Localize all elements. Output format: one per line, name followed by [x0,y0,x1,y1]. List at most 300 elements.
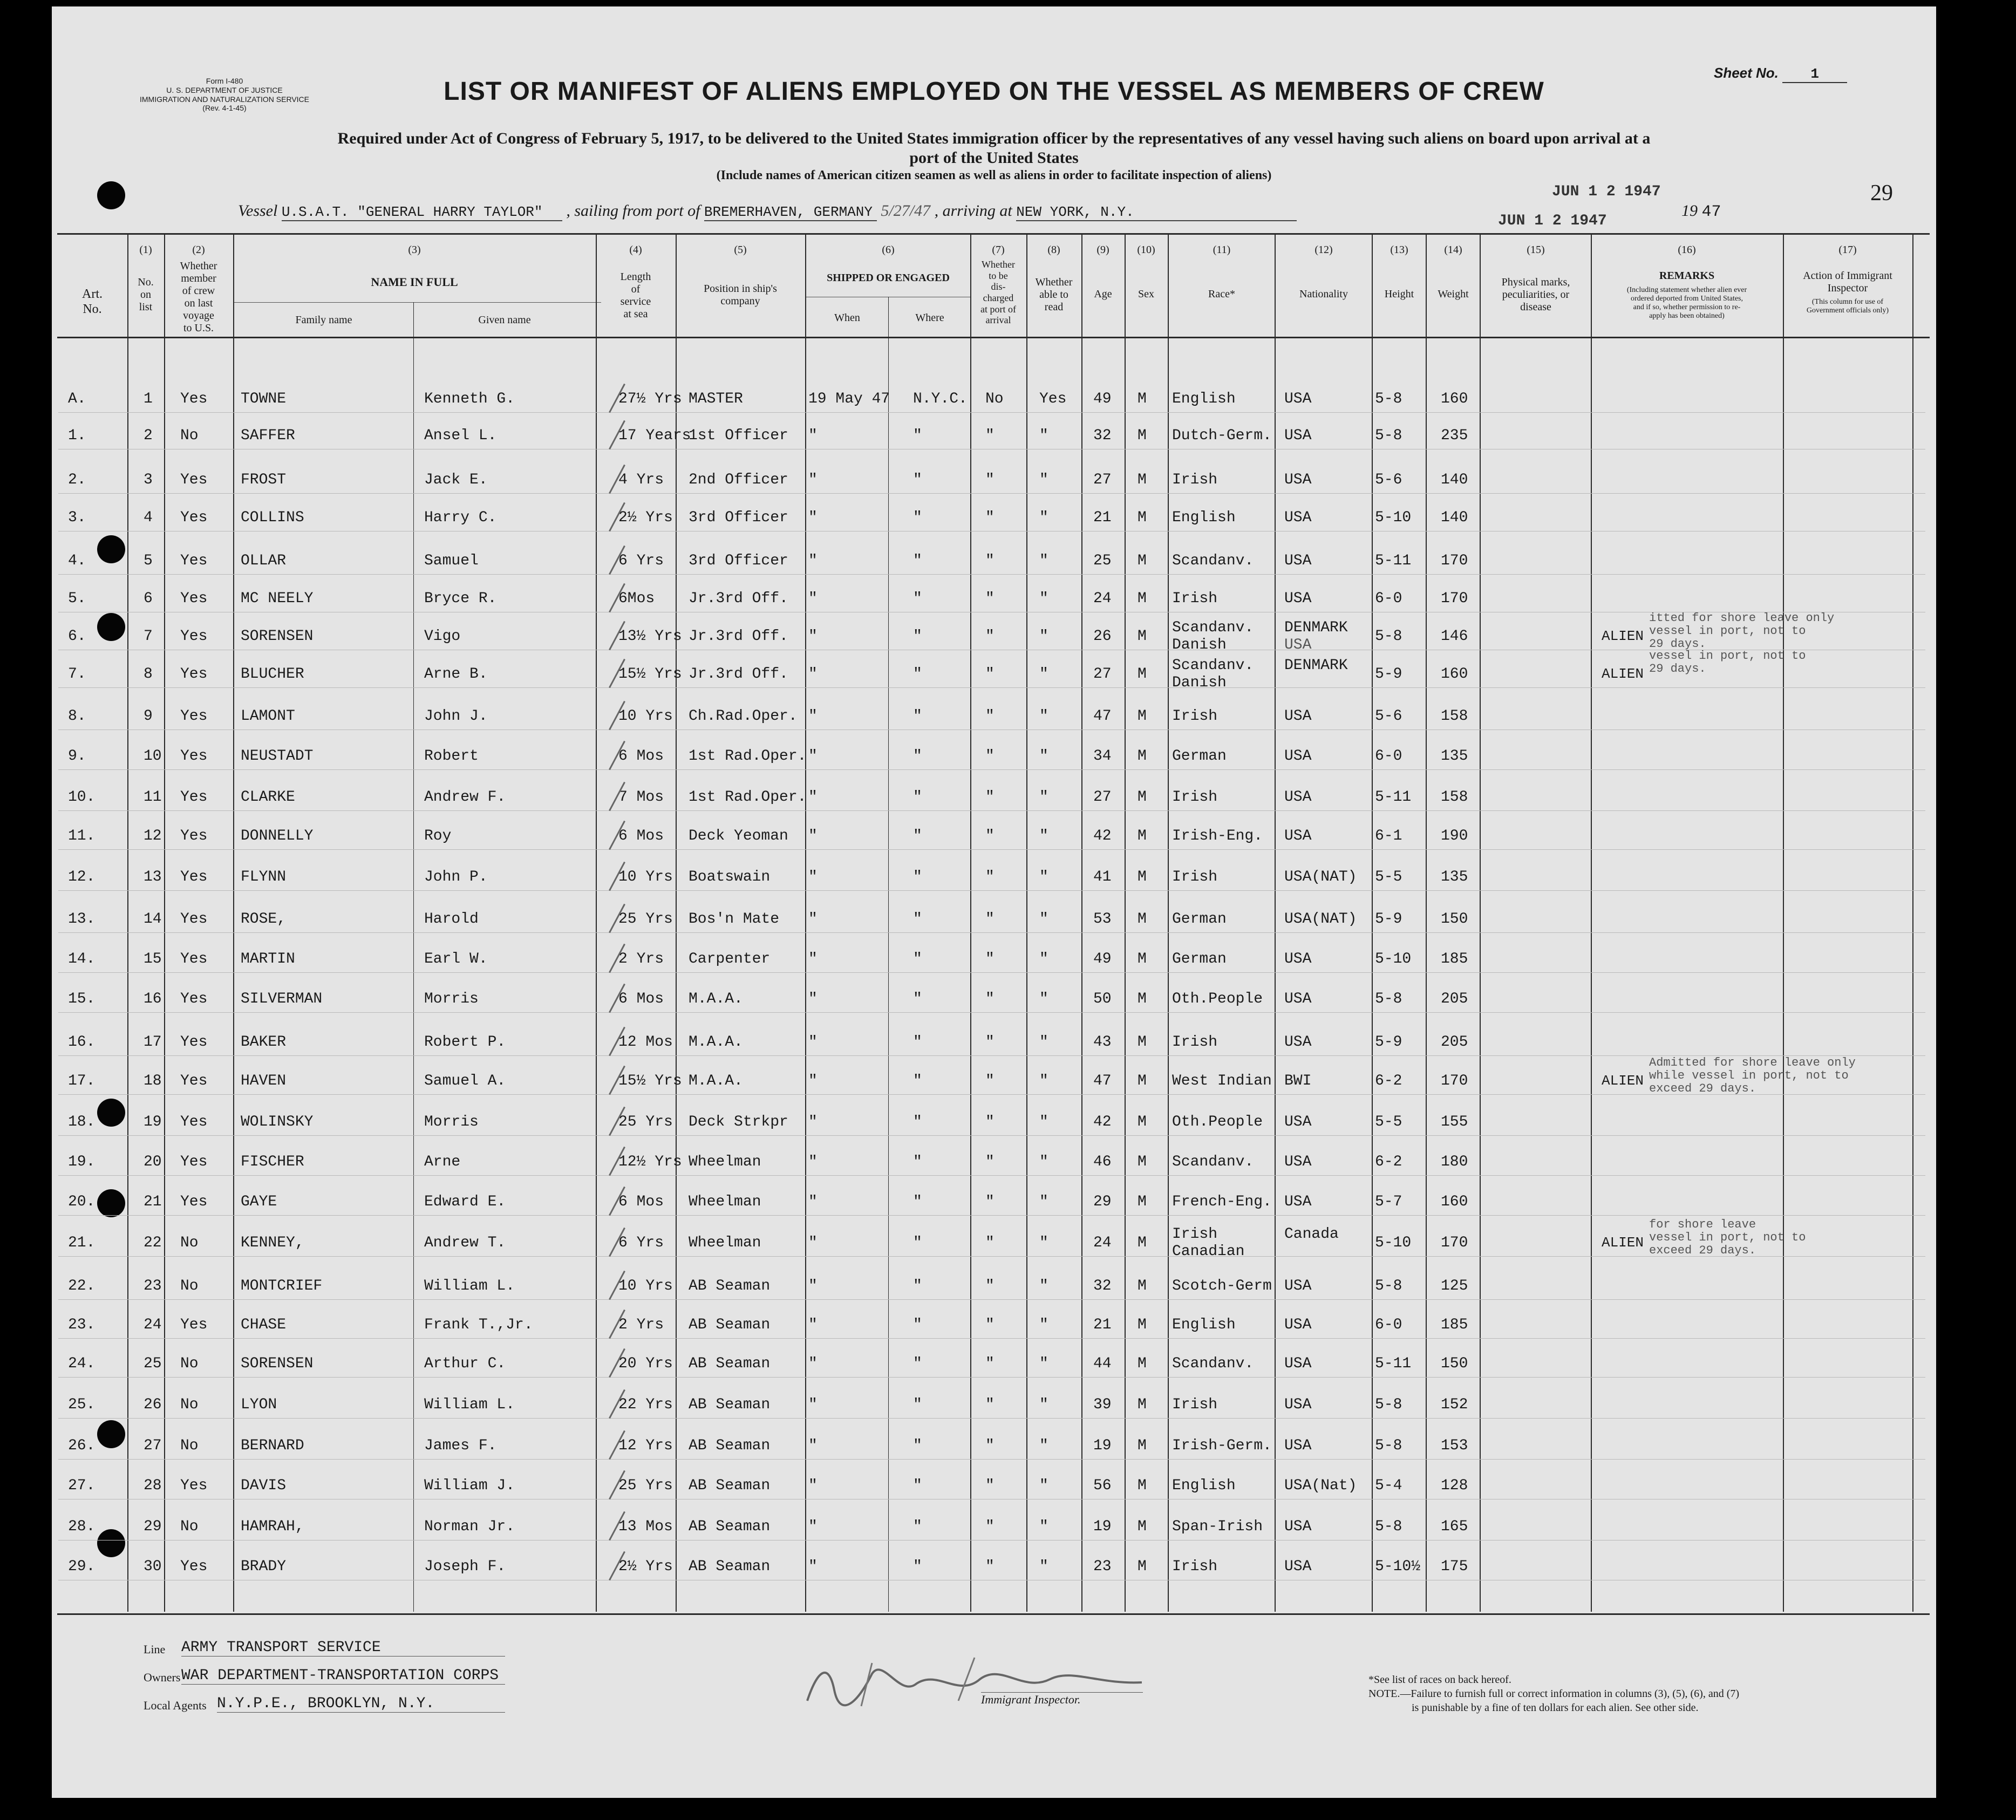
cell-read: " [1039,1477,1048,1494]
row-rule [58,1459,1925,1460]
cell-given: Harold [424,911,479,928]
cell-weight: 190 [1441,828,1468,844]
col-header-14: Weight [1438,288,1469,300]
cell-weight: 160 [1441,1194,1468,1210]
cell-family: FROST [241,472,287,488]
cell-where: " [913,553,922,569]
remark-stamp: Admitted for shore leave only while vessel in port, not to exceed 29 days. [1649,1056,1856,1096]
col-header-6: SHIPPED OR ENGAGED [827,272,950,284]
col-header-3: NAME IN FULL [371,275,458,289]
cell-race: Span-Irish [1172,1518,1263,1535]
cell-height: 5-4 [1375,1477,1402,1494]
cell-no: 9 [144,708,153,725]
cell-no: 18 [144,1073,162,1089]
cell-position: Ch.Rad.Oper. [689,708,798,725]
cell-last: Yes [180,991,208,1007]
cell-weight: 158 [1441,708,1468,725]
cell-weight: 170 [1441,1235,1468,1251]
penalty-note-1: NOTE.—Failure to furnish full or correct information in columns (3), (5), (6), and (7) [1368,1688,1740,1700]
cell-position: 1st Rad.Oper. [689,789,807,806]
cell-nat: USA(NAT) [1284,911,1357,928]
cell-race: Irish [1172,590,1218,607]
cell-age: 26 [1093,628,1112,645]
cell-last: Yes [180,951,208,967]
col-divider [596,233,597,1612]
cell-read: " [1039,951,1048,967]
cell-age: 53 [1093,911,1112,928]
cell-no: 4 [144,509,153,526]
cell-nat: Canada [1284,1226,1339,1243]
cell-family: DAVIS [241,1477,287,1494]
cell-read: " [1039,748,1048,765]
cell-family: KENNEY, [241,1235,304,1251]
cell-sex: M [1138,1114,1147,1130]
cell-position: M.A.A. [689,991,743,1007]
cell-disch: " [985,1558,995,1575]
cell-read: " [1039,1114,1048,1130]
cell-disch: " [985,951,995,967]
cell-position: 3rd Officer [689,509,788,526]
cell-disch: " [985,590,995,607]
col-header-8: Whether able to read [1035,276,1073,313]
cell-disch: " [985,789,995,806]
cell-race: English [1172,391,1236,407]
cell-age: 24 [1093,590,1112,607]
form-rev: (Rev. 4-1-45) [202,104,247,113]
cell-height: 5-10 [1375,951,1412,967]
cell-family: MONTCRIEF [241,1278,323,1294]
cell-given: Arthur C. [424,1355,506,1372]
cell-position: Carpenter [689,951,771,967]
cell-read: " [1039,427,1048,444]
cell-disch: " [985,427,995,444]
col-header-6b: Where [915,312,944,324]
cell-race: English [1172,509,1236,526]
cell-disch: " [985,1355,995,1372]
cell-sex: M [1138,590,1147,607]
cell-given: John P. [424,869,488,885]
cell-given: Vigo [424,628,461,645]
cell-art: 4. [68,553,86,569]
cell-sex: M [1138,1034,1147,1051]
cell-when: " [808,1235,818,1251]
cell-height: 5-9 [1375,666,1402,683]
cell-height: 5-10 [1375,509,1412,526]
cell-last: Yes [180,869,208,885]
cell-weight: 128 [1441,1477,1468,1494]
manifest-sheet [52,6,1936,1798]
remark-stamp: itted for shore leave only vessel in port, not to 29 days. [1649,611,1835,651]
cell-position: AB Seaman [689,1355,771,1372]
cell-where: " [913,427,922,444]
cell-read: " [1039,789,1048,806]
cell-where: " [913,1518,922,1535]
cell-age: 41 [1093,869,1112,885]
cell-no: 5 [144,553,153,569]
cell-height: 5-6 [1375,472,1402,488]
col-header-17: Action of Immigrant Inspector [1803,270,1892,294]
cell-race-line2: Danish [1172,674,1227,691]
cell-read: " [1039,828,1048,844]
cell-disch: No [985,391,1004,407]
cell-last: Yes [180,391,208,407]
cell-weight: 140 [1441,509,1468,526]
cell-family: SAFFER [241,427,295,444]
cell-given: Roy [424,828,452,844]
cell-position: 3rd Officer [689,553,788,569]
cell-last: Yes [180,1073,208,1089]
cell-height: 6-0 [1375,748,1402,765]
cell-height: 6-0 [1375,1317,1402,1333]
cell-when: " [808,951,818,967]
cell-race: German [1172,951,1227,967]
cell-last: Yes [180,1114,208,1130]
cell-nat: BWI [1284,1073,1312,1089]
cell-race: Irish-Germ. [1172,1437,1272,1454]
row-rule [58,972,1925,973]
departure-date-handwritten: 5/27/47 [881,202,931,220]
cell-read: " [1039,1278,1048,1294]
sheet-number-label: Sheet No. [1714,65,1779,81]
cell-sex: M [1138,1154,1147,1170]
punch-hole [97,181,125,209]
col-header-art: Art. No. [82,287,103,316]
col-divider [1372,233,1373,1612]
cell-age: 42 [1093,1114,1112,1130]
cell-weight: 135 [1441,869,1468,885]
cell-age: 32 [1093,1278,1112,1294]
cell-age: 19 [1093,1437,1112,1454]
col-header-6a: When [834,312,860,324]
cell-nat: USA [1284,789,1312,806]
cell-where: " [913,590,922,607]
cell-family: FISCHER [241,1154,304,1170]
cell-given: Morris [424,1114,479,1130]
row-rule [58,849,1925,850]
cell-nat: USA [1284,951,1312,967]
cell-where: " [913,1437,922,1454]
cell-given: William L. [424,1396,515,1413]
cell-family: FLYNN [241,869,287,885]
cell-weight: 185 [1441,1317,1468,1333]
cell-nat: USA [1284,828,1312,844]
cell-age: 29 [1093,1194,1112,1210]
table-header-divider [57,337,1930,338]
cell-position: AB Seaman [689,1437,771,1454]
cell-when: " [808,828,818,844]
cell-weight: 150 [1441,911,1468,928]
cell-weight: 170 [1441,590,1468,607]
arriving-label: , arriving at [934,202,1012,220]
col-divider [888,297,889,1612]
cell-weight: 140 [1441,472,1468,488]
cell-service: 12 Yrs [618,1437,673,1454]
cell-race-line2: Danish [1172,637,1227,653]
cell-family: CLARKE [241,789,295,806]
cell-position: AB Seaman [689,1317,771,1333]
cell-no: 6 [144,590,153,607]
cell-height: 5-8 [1375,628,1402,645]
cell-service: 25 Yrs [618,911,673,928]
row-rule [58,1299,1925,1300]
col-divider [413,302,414,1612]
cell-age: 47 [1093,708,1112,725]
cell-race: Irish [1172,1226,1218,1243]
cell-when: " [808,1317,818,1333]
remark-stamp: vessel in port, not to 29 days. [1649,649,1806,676]
remark-alien: ALIEN [1602,628,1644,644]
col-divider [970,233,971,1612]
cell-given: Kenneth G. [424,391,515,407]
cell-given: Earl W. [424,951,488,967]
col-divider [805,233,806,1612]
cell-weight: 235 [1441,427,1468,444]
cell-position: AB Seaman [689,1558,771,1575]
cell-where: " [913,828,922,844]
cell-nat: DENMARK [1284,657,1348,674]
cell-race: Scandanv. [1172,657,1254,674]
cell-where: " [913,748,922,765]
cell-race: French-Eng. [1172,1194,1272,1210]
cell-age: 19 [1093,1518,1112,1535]
cell-no: 25 [144,1355,162,1372]
cell-sex: M [1138,1235,1147,1251]
cell-height: 5-9 [1375,911,1402,928]
cell-read: " [1039,472,1048,488]
row-rule [58,1418,1925,1419]
col-divider [1125,233,1126,1612]
cell-no: 14 [144,911,162,928]
cell-race-line2: Canadian [1172,1243,1245,1260]
cell-height: 6-0 [1375,590,1402,607]
cell-no: 10 [144,748,162,765]
cell-service: 2½ Yrs [618,509,673,526]
cell-where: " [913,1317,922,1333]
cell-when: " [808,1114,818,1130]
cell-art: 29. [68,1558,96,1575]
cell-weight: 153 [1441,1437,1468,1454]
cell-height: 5-8 [1375,1396,1402,1413]
cell-last: No [180,427,199,444]
cell-family: BAKER [241,1034,287,1051]
col-divider [1426,233,1427,1612]
cell-family: TOWNE [241,391,287,407]
cell-no: 27 [144,1437,162,1454]
col-divider [1168,233,1169,1612]
cell-art: 21. [68,1235,96,1251]
cell-age: 27 [1093,666,1112,683]
cell-last: Yes [180,911,208,928]
cell-where: " [913,1477,922,1494]
col-divider [1912,233,1913,1612]
cell-service: 4 Yrs [618,472,664,488]
cell-disch: " [985,1235,995,1251]
races-note: *See list of races on back hereof. [1368,1674,1511,1686]
vessel-line [238,202,1297,221]
cell-sex: M [1138,553,1147,569]
cell-given: Robert P. [424,1034,506,1051]
row-rule [58,1338,1925,1339]
cell-no: 17 [144,1034,162,1051]
cell-service: 17 Years [618,427,691,444]
form-service: IMMIGRATION AND NATURALIZATION SERVICE [140,94,309,104]
col-divider [1591,233,1592,1612]
cell-art: 16. [68,1034,96,1051]
cell-disch: " [985,1034,995,1051]
cell-no: 30 [144,1558,162,1575]
cell-age: 21 [1093,509,1112,526]
cell-given: Arne [424,1154,461,1170]
cell-where: " [913,472,922,488]
row-rule [58,810,1925,811]
cell-family: MARTIN [241,951,295,967]
cell-position: AB Seaman [689,1278,771,1294]
cell-where: " [913,1194,922,1210]
cell-family: BERNARD [241,1437,304,1454]
cell-weight: 170 [1441,1073,1468,1089]
cell-art: 23. [68,1317,96,1333]
cell-read: " [1039,1235,1048,1251]
cell-nat: USA [1284,748,1312,765]
cell-service: 20 Yrs [618,1355,673,1372]
cell-position: MASTER [689,391,743,407]
cell-when: " [808,1518,818,1535]
cell-art: 19. [68,1154,96,1170]
cell-family: SILVERMAN [241,991,323,1007]
cell-sex: M [1138,708,1147,725]
cell-read: " [1039,991,1048,1007]
cell-race: Scandanv. [1172,619,1254,636]
cell-weight: 155 [1441,1114,1468,1130]
cell-no: 19 [144,1114,162,1130]
cell-art: 28. [68,1518,96,1535]
cell-sex: M [1138,991,1147,1007]
cell-given: Samuel A. [424,1073,506,1089]
cell-where: " [913,789,922,806]
cell-service: 10 Yrs [618,869,673,885]
cell-where: " [913,1114,922,1130]
cell-service: 15½ Yrs [618,666,682,683]
cell-race: Irish [1172,1396,1218,1413]
cell-given: Edward E. [424,1194,506,1210]
cell-last: Yes [180,1558,208,1575]
cell-family: WOLINSKY [241,1114,314,1130]
cell-race: English [1172,1317,1236,1333]
vessel-label: Vessel [238,202,278,220]
cell-service: 6Mos [618,590,655,607]
cell-weight: 146 [1441,628,1468,645]
cell-weight: 152 [1441,1396,1468,1413]
cell-when: " [808,1154,818,1170]
remark-alien: ALIEN [1602,1073,1644,1089]
cell-disch: " [985,1437,995,1454]
cell-nat: USA [1284,1396,1312,1413]
cell-position: Wheelman [689,1194,761,1210]
cell-position: M.A.A. [689,1034,743,1051]
cell-sex: M [1138,391,1147,407]
cell-disch: " [985,1154,995,1170]
cell-no: 23 [144,1278,162,1294]
cell-art: 17. [68,1073,96,1089]
row-rule [58,1175,1925,1176]
cell-position: AB Seaman [689,1518,771,1535]
cell-family: BRADY [241,1558,287,1575]
cell-age: 56 [1093,1477,1112,1494]
cell-sex: M [1138,1278,1147,1294]
cell-nat: USA [1284,1278,1312,1294]
cell-height: 6-2 [1375,1073,1402,1089]
cell-sex: M [1138,951,1147,967]
cell-last: No [180,1437,199,1454]
cell-art: 5. [68,590,86,607]
row-rule [58,1377,1925,1378]
cell-service: 25 Yrs [618,1477,673,1494]
cell-given: John J. [424,708,488,725]
cell-family: MC NEELY [241,590,314,607]
cell-where: N.Y.C. [913,391,968,407]
row-rule [58,574,1925,575]
row-rule [58,932,1925,933]
col-header-15: Physical marks, peculiarities, or disease [1501,276,1570,313]
cell-disch: " [985,509,995,526]
cell-nat: USA [1284,991,1312,1007]
arrival-date-stamp: JUN 1 2 1947 [1552,183,1661,200]
cell-art: 12. [68,869,96,885]
cell-service: 27½ Yrs [618,391,682,407]
cell-art: 3. [68,509,86,526]
cell-disch: " [985,748,995,765]
cell-no: 13 [144,869,162,885]
cell-read: " [1039,1073,1048,1089]
cell-given: James F. [424,1437,497,1454]
cell-last: No [180,1396,199,1413]
cell-age: 50 [1093,991,1112,1007]
cell-race: Oth.People [1172,991,1263,1007]
col-header-6-num: (6) [882,244,895,256]
cell-last: No [180,1278,199,1294]
cell-sex: M [1138,1355,1147,1372]
cell-where: " [913,1558,922,1575]
footer-agents-value: N.Y.P.E., BROOKLYN, N.Y. [217,1695,505,1713]
cell-age: 47 [1093,1073,1112,1089]
cell-service: 6 Mos [618,828,664,844]
col-divider [233,233,234,1612]
cell-weight: 180 [1441,1154,1468,1170]
cell-given: Arne B. [424,666,488,683]
cell-age: 49 [1093,391,1112,407]
cell-given: Joseph F. [424,1558,506,1575]
cell-no: 22 [144,1235,162,1251]
cell-service: 2 Yrs [618,1317,664,1333]
subtitle-line-2: port of the United States [909,149,1079,167]
cell-weight: 160 [1441,666,1468,683]
cell-nat: DENMARK [1284,619,1348,636]
col-header-10-num: (10) [1137,244,1155,256]
col-header-1-num: (1) [139,244,152,256]
cell-when: " [808,1034,818,1051]
cell-sex: M [1138,509,1147,526]
page-number: 29 [1870,181,1893,206]
cell-art: 2. [68,472,86,488]
cell-weight: 175 [1441,1558,1468,1575]
cell-race: Scotch-Germ [1172,1278,1272,1294]
cell-when: " [808,1558,818,1575]
cell-art: 8. [68,708,86,725]
row-rule [58,890,1925,891]
cell-read: " [1039,1558,1048,1575]
cell-race: German [1172,748,1227,765]
cell-height: 5-8 [1375,1278,1402,1294]
